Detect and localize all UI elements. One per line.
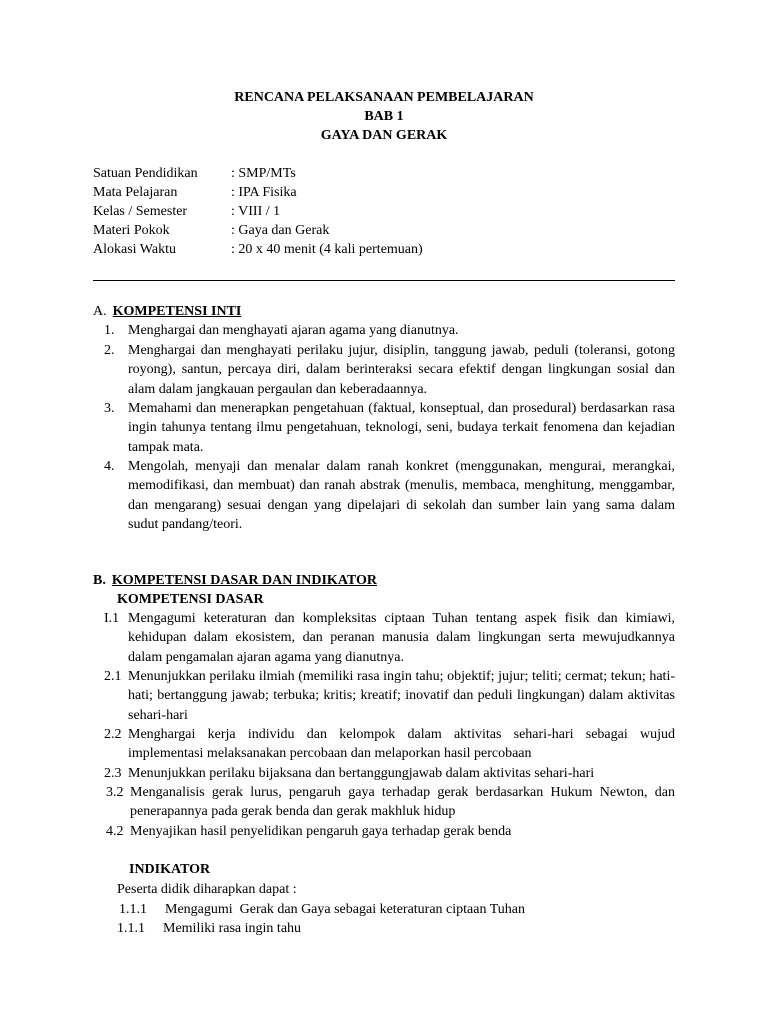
- list-item: [104, 399, 675, 457]
- list-text: Menunjukkan perilaku bijaksana dan bertanggungjawab dalam aktivitas sehari-hari: [128, 766, 595, 781]
- info-label: Satuan Pendidikan: [93, 166, 198, 181]
- list-number: 1.1.1: [117, 921, 145, 936]
- list-item: [119, 900, 675, 920]
- list-number: 1.: [104, 323, 115, 338]
- list-text: Mengolah, menyaji dan menalar dalam ranah konkret (menggunakan, mengurai, merangkai, memodifikasi, dan membuat) dan ranah abstrak (menulis, membaca, menghitung, menggambar, dan mengarang) sesuai dengan yang dipelajari di sekolah dan sumber lain yang sama dalam sudut pandang/teori.: [128, 459, 675, 532]
- info-value: : Gaya dan Gerak: [231, 223, 330, 238]
- list-text: Menghargai dan menghayati ajaran agama yang dianutnya.: [128, 323, 459, 338]
- info-label: Mata Pelajaran: [93, 185, 178, 200]
- document-title: RENCANA PELAKSANAAN PEMBELAJARAN: [234, 90, 534, 105]
- list-number: 1.1.1: [119, 902, 147, 917]
- list-text: Mengagumi Gerak dan Gaya sebagai keteraturan ciptaan Tuhan: [165, 902, 525, 917]
- list-number: 2.3: [104, 766, 122, 781]
- info-value: : IPA Fisika: [231, 185, 297, 200]
- list-number: 2.1: [104, 669, 122, 684]
- list-number: 2.2: [104, 727, 122, 742]
- kompetensi-dasar-heading: KOMPETENSI DASAR: [117, 592, 264, 607]
- list-item: [104, 609, 675, 667]
- list-item: [104, 667, 675, 725]
- chapter-label: BAB 1: [364, 109, 404, 124]
- list-number: I.1: [104, 611, 120, 626]
- list-item: [106, 783, 675, 823]
- info-value: : SMP/MTs: [231, 166, 296, 181]
- indikator-heading: INDIKATOR: [129, 862, 211, 877]
- list-number: 3.: [104, 401, 115, 416]
- list-text: Menghargai kerja individu dan kelompok dalam aktivitas sehari-hari sebagai wujud implementasi melaksanakan percobaan dan melaporkan hasil percobaan: [128, 727, 675, 762]
- list-number: 4.: [104, 459, 115, 474]
- list-item: [104, 725, 675, 765]
- list-item: [104, 457, 675, 535]
- chapter-title: GAYA DAN GERAK: [320, 128, 448, 143]
- list-number: 4.2: [106, 824, 124, 839]
- list-text: Mengagumi keteraturan dan kompleksitas ciptaan Tuhan tentang aspek fisik dan kimiawi, kehidupan dalam ekosistem, dan peranan manusia dalam lingkungan serta mewujudkannya dalam pengamalan ajaran agama yang dianutnya.: [128, 611, 675, 665]
- list-item: [106, 822, 675, 842]
- list-item: [117, 919, 675, 939]
- info-value: : VIII / 1: [231, 204, 281, 219]
- list-text: Memiliki rasa ingin tahu: [163, 921, 302, 936]
- info-label: Kelas / Semester: [93, 204, 188, 219]
- section-letter: A.: [93, 304, 107, 319]
- section-title: KOMPETENSI INTI: [112, 304, 242, 319]
- section-letter: B.: [93, 573, 106, 588]
- horizontal-divider: [93, 280, 675, 281]
- indikator-intro: Peserta didik diharapkan dapat :: [117, 882, 297, 897]
- info-value: : 20 x 40 menit (4 kali pertemuan): [231, 242, 423, 257]
- section-title: KOMPETENSI DASAR DAN INDIKATOR: [111, 573, 377, 588]
- list-text: Memahami dan menerapkan pengetahuan (faktual, konseptual, dan prosedural) berdasarkan rasa ingin tahunya tentang ilmu pengetahuan, teknologi, seni, budaya terkait fenomena dan kejadian tampak mata.: [128, 401, 675, 455]
- list-text: Menghargai dan menghayati perilaku jujur, disiplin, tanggung jawab, peduli (toleransi, gotong royong), santun, percaya diri, dalam berinteraksi secara efektif dengan lingkungan sosial dan alam dalam jangkauan pergaulan dan keberadaannya.: [128, 343, 675, 397]
- list-item: [104, 321, 675, 341]
- list-number: 2.: [104, 343, 115, 358]
- list-text: Menganalisis gerak lurus, pengaruh gaya terhadap gerak berdasarkan Hukum Newton, dan penerapannya pada gerak benda dan gerak makhluk hidup: [130, 785, 675, 820]
- section-b-heading: [93, 571, 377, 590]
- list-item: [104, 341, 675, 399]
- list-number: 3.2: [106, 785, 124, 800]
- list-item: [104, 764, 675, 784]
- list-text: Menunjukkan perilaku ilmiah (memiliki rasa ingin tahu; objektif; jujur; teliti; cermat; tekun; hati-hati; bertanggung jawab; terbuka; kritis; kreatif; inovatif dan peduli lingkungan) dalam aktivitas sehari-hari: [128, 669, 675, 723]
- info-label: Alokasi Waktu: [93, 242, 176, 257]
- section-a-heading: [93, 302, 241, 321]
- info-label: Materi Pokok: [93, 223, 170, 238]
- list-text: Menyajikan hasil penyelidikan pengaruh gaya terhadap gerak benda: [130, 824, 512, 839]
